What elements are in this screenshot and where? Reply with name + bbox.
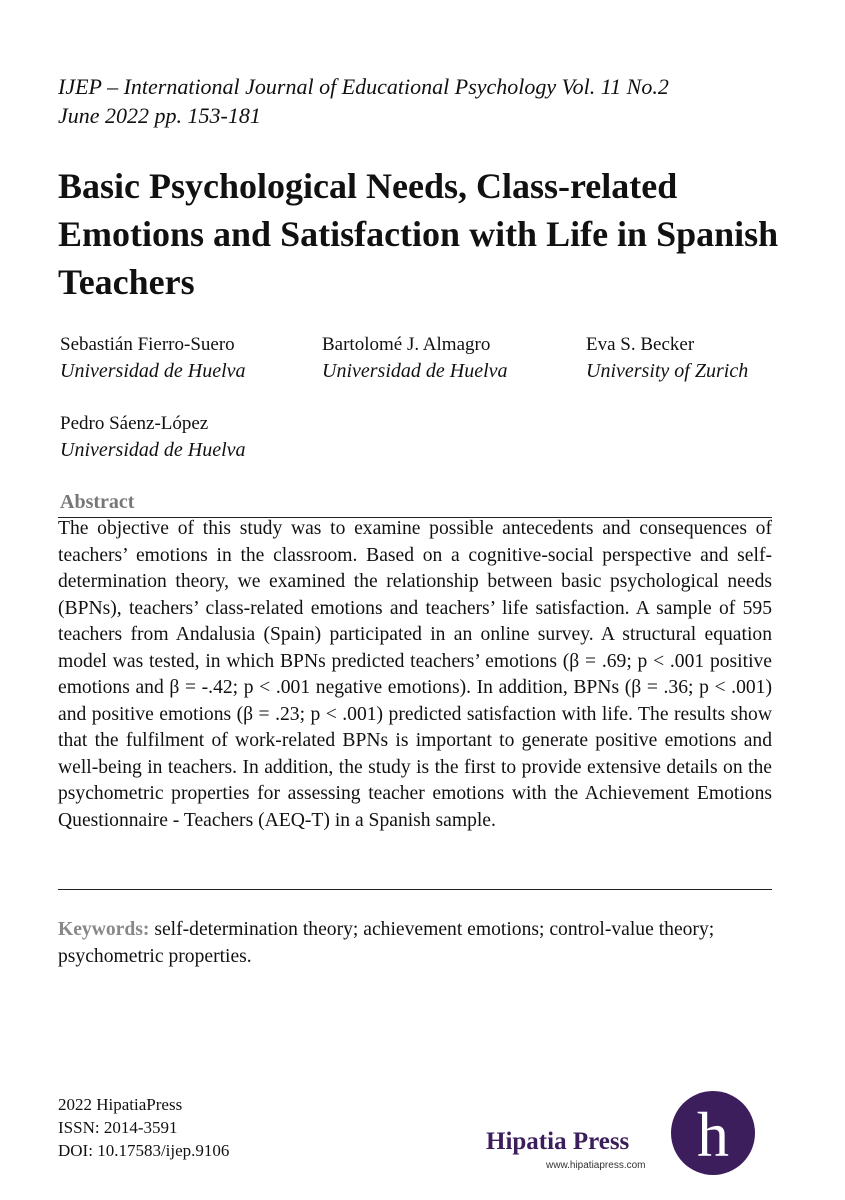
- author-block: [586, 332, 748, 384]
- publisher-logo-url: www.hipatiapress.com: [546, 1160, 646, 1171]
- journal-line-2: June 2022 pp. 153-181: [58, 103, 261, 128]
- publication-info: [58, 1093, 229, 1162]
- author-affiliation: Universidad de Huelva: [60, 439, 246, 461]
- doi-line: DOI: 10.17583/ijep.9106: [58, 1141, 230, 1160]
- author-name: Pedro Sáenz-López: [60, 413, 209, 434]
- keywords-label: Keywords:: [58, 919, 150, 940]
- abstract-text: The objective of this study was to examine possible antecedents and consequences of teachers’ emotions in the classroom. Based on a cognitive-social perspective and self-determination theory, we examined the relationship between basic psychological needs (BPNs), teachers’ class-related emotions and teachers’ life satisfaction. A sample of 595 teachers from Andalusia (Spain) participated in an online survey. A structural equation model was tested, in which BPNs predicted teachers’ emotions (β = .69; p < .001 positive emotions and β = -.42; p < .001 negative emotions). In addition, BPNs (β = .36; p < .001) and positive emotions (β = .23; p < .001) predicted satisfaction with life. The results show that the fulfilment of work-related BPNs is important to generate positive emotions and well-being in teachers. In addition, the study is the first to provide extensive details on the psychometric properties for assessing teacher emotions with the Achievement Emotions Questionnaire - Teachers (AEQ-T) in a Spanish sample.: [58, 518, 772, 831]
- journal-line-1: IJEP – International Journal of Educational Psychology Vol. 11 No.2: [58, 74, 669, 99]
- abstract-heading: Abstract: [60, 491, 135, 513]
- abstract-bottom-rule: [58, 889, 772, 890]
- hipatia-logo-icon: [670, 1090, 756, 1176]
- author-name: Bartolomé J. Almagro: [322, 334, 491, 355]
- author-name: Sebastián Fierro-Suero: [60, 334, 235, 355]
- keywords-text: self-determination theory; achievement emotions; control-value theory; psychometric properties.: [58, 919, 715, 967]
- author-affiliation: University of Zurich: [586, 360, 749, 382]
- author-affiliation: Universidad de Huelva: [322, 360, 508, 382]
- keywords: [58, 917, 772, 970]
- author-block: [60, 332, 246, 384]
- paper-title: Basic Psychological Needs, Class-related Emotions and Satisfaction with Life in Spanish Teachers: [58, 166, 779, 302]
- author-affiliation: Universidad de Huelva: [60, 360, 246, 382]
- author-block: [60, 411, 246, 463]
- publisher-logo-name: Hipatia Press: [486, 1128, 630, 1155]
- logo-letter: h: [697, 1099, 729, 1170]
- issn-line: ISSN: 2014-3591: [58, 1118, 178, 1137]
- journal-citation: [58, 72, 788, 130]
- author-block: [322, 332, 508, 384]
- author-name: Eva S. Becker: [586, 334, 695, 355]
- copyright-line: 2022 HipatiaPress: [58, 1095, 183, 1114]
